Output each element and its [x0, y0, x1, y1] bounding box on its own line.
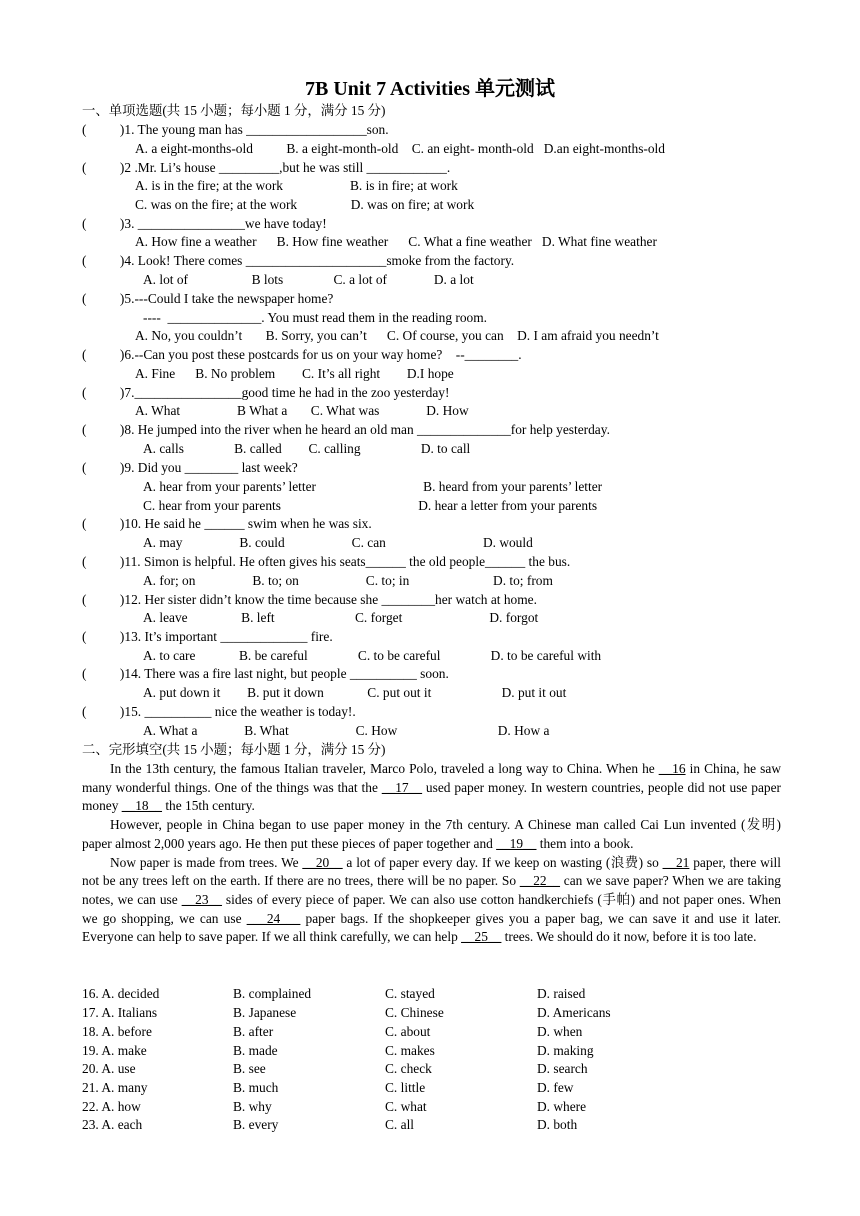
question-4-options: A. lot of B lots C. a lot of D. a lot	[143, 272, 474, 287]
section1-header: 一、单项选题(共 15 小题；每小题 1 分，满分 15 分)	[82, 103, 386, 118]
question-10: ( )10. He said he ______ swim when he was six.	[82, 516, 372, 531]
blank-17: __17__	[381, 779, 423, 795]
question-11-options: A. for; on B. to; on C. to; in D. to; from	[143, 573, 553, 588]
option-17a: 17. A. Italians	[82, 1005, 158, 1020]
question-9: ( )9. Did you ________ last week?	[82, 460, 298, 475]
cloze-passage	[82, 760, 781, 947]
option-20c: C. check	[385, 1061, 432, 1076]
blank-25: __25__	[461, 929, 502, 945]
option-23b: B. every	[233, 1117, 279, 1132]
question-2-options-cd: C. was on the fire; at the work D. was on fire; at work	[135, 197, 475, 212]
section2-header: 二、完形填空(共 15 小题；每小题 1 分，满分 15 分)	[82, 742, 386, 757]
blank-20: __20__	[302, 854, 343, 870]
question-1: ( )1. The young man has __________________son.	[82, 122, 389, 137]
option-17d: D. Americans	[537, 1005, 611, 1020]
option-16a: 16. A. decided	[82, 986, 160, 1001]
question-5-line-2: ---- ______________. You must read them in the reading room.	[143, 310, 488, 325]
question-2: ( )2 .Mr. Li’s house _________,but he was still ____________.	[82, 160, 451, 175]
passage-paragraph-3: Now paper is made from trees. We __20__ a lot of paper every day. If we keep on wasting (浪费) so __21 paper, there will not be any trees left on the earth. If there are no trees, there will be no paper. So __22__ can we save paper? When we are taking notes, we can use __23__ sides of every piece of paper. We can also use cotton handkerchiefs (手帕) and not paper ones. When we go shopping, we can use ___24___ paper bags. If the shopkeeper gives you a paper bag, we can save it and use it later. Everyone can help to save paper. If we all think carefully, we can help __25__ trees. We should do it now, before it is too late.	[82, 854, 781, 945]
question-7-options: A. What B What a C. What was D. How	[135, 403, 469, 418]
option-20a: 20. A. use	[82, 1061, 136, 1076]
question-14: ( )14. There was a fire last night, but people __________ soon.	[82, 666, 449, 681]
question-2-options-ab: A. is in the fire; at the work B. is in fire; at work	[135, 178, 458, 193]
option-18b: B. after	[233, 1024, 274, 1039]
option-22a: 22. A. how	[82, 1099, 141, 1114]
question-13: ( )13. It’s important _____________ fire.	[82, 629, 333, 644]
option-18a: 18. A. before	[82, 1024, 152, 1039]
question-5-options: A. No, you couldn’t B. Sorry, you can’t C. Of course, you can D. I am afraid you needn’t	[135, 328, 659, 343]
passage-paragraph-1: In the 13th century, the famous Italian traveler, Marco Polo, traveled a long way to China. When he __16 in China, he saw many wonderful things. One of the things was that the __17__ used paper money. In western countries, people did not use paper money __18__ the 15th century.	[82, 761, 782, 814]
option-22d: D. where	[537, 1099, 587, 1114]
option-21a: 21. A. many	[82, 1080, 148, 1095]
question-7: ( )7.________________good time he had in the zoo yesterday!	[82, 385, 450, 400]
question-10-options: A. may B. could C. can D. would	[143, 535, 533, 550]
blank-19: __19__	[496, 835, 537, 851]
option-22b: B. why	[233, 1099, 272, 1114]
blank-21: __21	[662, 854, 690, 870]
option-16d: D. raised	[537, 986, 586, 1001]
option-16c: C. stayed	[385, 986, 435, 1001]
blank-24: ___24___	[246, 910, 301, 926]
question-1-options: A. a eight-months-old B. a eight-month-old C. an eight- month-old D.an eight-months-old	[135, 141, 665, 156]
question-6: ( )6.--Can you post these postcards for us on your way home? --________.	[82, 347, 522, 362]
option-19c: C. makes	[385, 1043, 435, 1058]
option-19d: D. making	[537, 1043, 594, 1058]
question-8: ( )8. He jumped into the river when he heard an old man ______________for help yesterday.	[82, 422, 610, 437]
option-20d: D. search	[537, 1061, 588, 1076]
question-3-options: A. How fine a weather B. How fine weather C. What a fine weather D. What fine weather	[135, 234, 657, 249]
option-22c: C. what	[385, 1099, 427, 1114]
question-15: ( )15. __________ nice the weather is today!.	[82, 704, 356, 719]
page-title: 7B Unit 7 Activities 单元测试	[305, 78, 555, 100]
passage-paragraph-2: However, people in China began to use paper money in the 7th century. A Chinese man called Cai Lun invented (发明) paper almost 2,000 years ago. He then put these pieces of paper together and __19__ them into a book.	[82, 817, 781, 851]
question-11: ( )11. Simon is helpful. He often gives his seats______ the old people______ the bus.	[82, 554, 571, 569]
question-14-options: A. put down it B. put it down C. put out it D. put it out	[143, 685, 567, 700]
question-9-options-cd: C. hear from your parents D. hear a letter from your parents	[143, 498, 598, 513]
question-8-options: A. calls B. called C. calling D. to call	[143, 441, 471, 456]
question-12: ( )12. Her sister didn’t know the time because she ________her watch at home.	[82, 592, 537, 607]
option-19a: 19. A. make	[82, 1043, 147, 1058]
option-21c: C. little	[385, 1080, 426, 1095]
option-17b: B. Japanese	[233, 1005, 297, 1020]
option-23a: 23. A. each	[82, 1117, 143, 1132]
option-20b: B. see	[233, 1061, 266, 1076]
option-21d: D. few	[537, 1080, 574, 1095]
option-17c: C. Chinese	[385, 1005, 444, 1020]
option-16b: B. complained	[233, 986, 312, 1001]
question-13-options: A. to care B. be careful C. to be careful D. to be careful with	[143, 648, 602, 663]
blank-16: __16	[658, 761, 686, 776]
option-19b: B. made	[233, 1043, 278, 1058]
question-6-options: A. Fine B. No problem C. It’s all right D.I hope	[135, 366, 454, 381]
question-4: ( )4. Look! There comes _____________________smoke from the factory.	[82, 253, 515, 268]
option-18c: C. about	[385, 1024, 431, 1039]
option-21b: B. much	[233, 1080, 279, 1095]
question-5: ( )5.---Could I take the newspaper home?	[82, 291, 334, 306]
blank-18: __18__	[121, 798, 162, 814]
question-9-options-ab: A. hear from your parents’ letter B. heard from your parents’ letter	[143, 479, 603, 494]
question-3: ( )3. ________________we have today!	[82, 216, 327, 231]
option-23d: D. both	[537, 1117, 578, 1132]
blank-22: __22__	[519, 873, 560, 889]
question-12-options: A. leave B. left C. forget D. forgot	[143, 610, 539, 625]
option-18d: D. when	[537, 1024, 583, 1039]
question-15-options: A. What a B. What C. How D. How a	[143, 723, 550, 738]
option-23c: C. all	[385, 1117, 415, 1132]
blank-23: __23__	[181, 891, 222, 907]
